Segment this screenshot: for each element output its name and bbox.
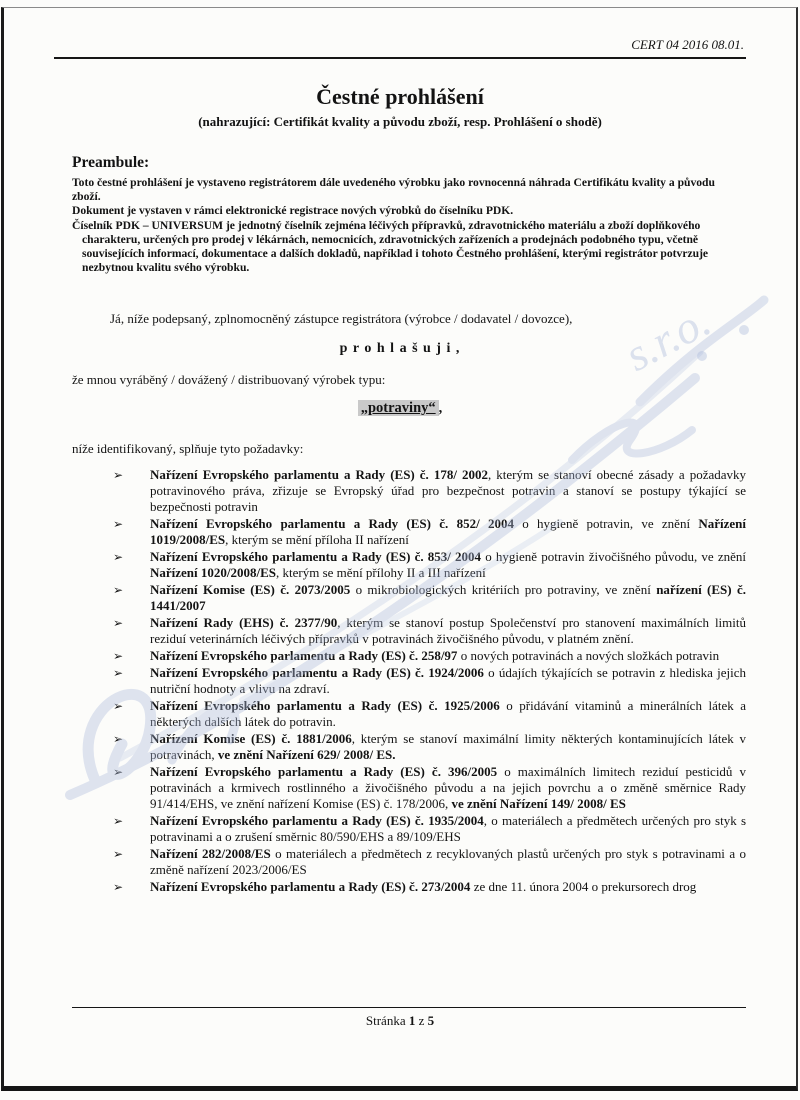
requirement-text: Nařízení Komise (ES) č. 2073/2005 o mikrobiologických kritériích pro potraviny, ve znění nařízení (ES) č. 1441/2007 [150,582,746,613]
requirement-text: Nařízení Evropského parlamentu a Rady (ES) č. 1924/2006 o údajích týkajících se potravin z hlediska jejich nutriční hodnoty a vlivu na zdraví. [150,665,746,696]
arrow-bullet-icon: ➢ [113,666,124,680]
requirement-item [100,467,746,515]
arrow-bullet-icon: ➢ [113,583,124,597]
document-reference: CERT 04 2016 08.01. [631,37,744,52]
preamble-heading: Preambule: [72,154,150,171]
preamble-paragraph: Toto čestné prohlášení je vystaveno registrátorem dále uvedeného výrobku jako rovnocenná náhrada Certifikátu kvality a původu zboží. [72,176,715,204]
footer-total-pages: 5 [427,1013,435,1028]
arrow-bullet-icon: ➢ [113,880,124,894]
arrow-bullet-icon: ➢ [113,649,124,663]
product-type-line [0,400,800,417]
arrow-bullet-icon: ➢ [113,616,124,630]
requirement-item [100,665,746,697]
footer-label: Stránka [365,1013,406,1028]
requirement-text: Nařízení Evropského parlamentu a Rady (ES) č. 178/ 2002, kterým se stanoví obecné zásady a požadavky potravinového práva, zřizuje se Evropský úřad pro bezpečnost potravin a stanoví se postupy týkající se bezpečnosti potravin [150,467,747,514]
requirement-item [100,648,746,664]
arrow-bullet-icon: ➢ [113,732,124,746]
requirement-text: Nařízení 282/2008/ES o materiálech a předmětech z recyklovaných plastů určených pro styk s potravinami a o změně nařízení 2023/2006/ES [150,846,746,877]
requirements-list [100,467,746,896]
arrow-bullet-icon: ➢ [113,550,124,564]
requirement-text: Nařízení Rady (EHS) č. 2377/90, kterým se stanoví postup Společenství pro stanovení maximálních limitů reziduí veterinárních léčivých přípravků v potravinách živočišného původu, v platném znění. [150,615,746,646]
declaration-verb: p r o h l a š u j i , [339,341,461,356]
requirement-item [100,516,746,548]
page-footer [0,1013,800,1029]
document-title: Čestné prohlášení [316,84,484,109]
requirement-text: Nařízení Evropského parlamentu a Rady (ES) č. 1935/2004, o materiálech a předmětech určených pro styk s potravinami a o zrušení směrnic 80/590/EHS a 89/109/EHS [150,813,747,844]
header-rule [54,57,746,59]
requirement-text: Nařízení Evropského parlamentu a Rady (ES) č. 853/ 2004 o hygieně potravin živočišného původu, ve znění Nařízení 1020/2008/ES, kterým se mění přílohy II a III nařízení [150,549,746,580]
requirements-intro: níže identifikovaný, splňuje tyto požadavky: [72,441,304,456]
arrow-bullet-icon: ➢ [113,699,124,713]
requirement-item [100,813,746,845]
footer-separator: z [418,1013,425,1028]
requirement-item [100,846,746,878]
requirement-text: Nařízení Evropského parlamentu a Rady (ES) č. 273/2004 ze dne 11. února 2004 o prekursorech drog [150,879,697,894]
requirement-text: Nařízení Evropského parlamentu a Rady (ES) č. 258/97 o nových potravinách a nových složkách potravin [150,648,720,663]
requirement-item [100,698,746,730]
arrow-bullet-icon: ➢ [113,765,124,779]
preamble-paragraph: Dokument je vystaven v rámci elektronické registrace nových výrobků do číselníku PDK. [72,204,514,218]
product-type-intro: že mnou vyráběný / dovážený / distribuovaný výrobek typu: [72,372,386,387]
arrow-bullet-icon: ➢ [113,517,124,531]
product-type-suffix: , [438,400,443,416]
requirement-item [100,764,746,812]
arrow-bullet-icon: ➢ [113,468,124,482]
requirement-item [100,549,746,581]
requirement-item [100,615,746,647]
requirement-item [100,582,746,614]
arrow-bullet-icon: ➢ [113,814,124,828]
preamble-paragraphs [72,176,724,275]
requirement-text: Nařízení Evropského parlamentu a Rady (ES) č. 1925/2006 o přidávání vitaminů a minerálních látek a některých dalších látek do potravin. [150,698,747,729]
document-subtitle: (nahrazující: Certifikát kvality a původu zboží, resp. Prohlášení o shodě) [198,114,602,129]
declaration-intro: Já, níže podepsaný, zplnomocněný zástupce registrátora (výrobce / dodavatel / dovozce), [110,311,573,326]
requirement-item [100,731,746,763]
preamble-paragraph: Číselník PDK – UNIVERSUM je jednotný číselník zejména léčivých přípravků, zdravotnického materiálu a zboží doplňkového charakteru, určených pro prodej v lékárnách, nemocnicích, zdravotnických zařízeních a prodejnách podobného typu, včetně souvisejících informací, dokumentace a dalších dokladů, například i tohoto Čestného prohlášení, kterými registrátor potvrzuje nezbytnou kvalitu svého výrobku. [72,218,709,275]
requirement-text: Nařízení Evropského parlamentu a Rady (ES) č. 852/ 2004 o hygieně potravin, ve znění Nařízení 1019/2008/ES, kterým se mění příloha II nařízení [150,516,747,547]
requirement-text: Nařízení Komise (ES) č. 1881/2006, kterým se stanoví maximální limity některých kontaminujících látek v potravinách, ve znění Nařízení 629/ 2008/ ES. [150,731,746,762]
requirement-item [100,879,746,895]
watermark-text: s.r.o. [616,294,719,381]
footer-page-number: 1 [408,1013,416,1028]
requirement-text: Nařízení Evropského parlamentu a Rady (ES) č. 396/2005 o maximálních limitech reziduí pesticidů v potravinách a krmivech rostlinného a živočišného původu a na jejich povrchu a o změně směrnice Rady 91/414/EHS, ve znění nařízení Komise (ES) č. 178/2006, ve znění Nařízení 149/ 2008/ ES [150,764,746,811]
arrow-bullet-icon: ➢ [113,847,124,861]
product-type-highlight: „potraviny“ [358,400,439,416]
footer-rule [72,1007,746,1008]
